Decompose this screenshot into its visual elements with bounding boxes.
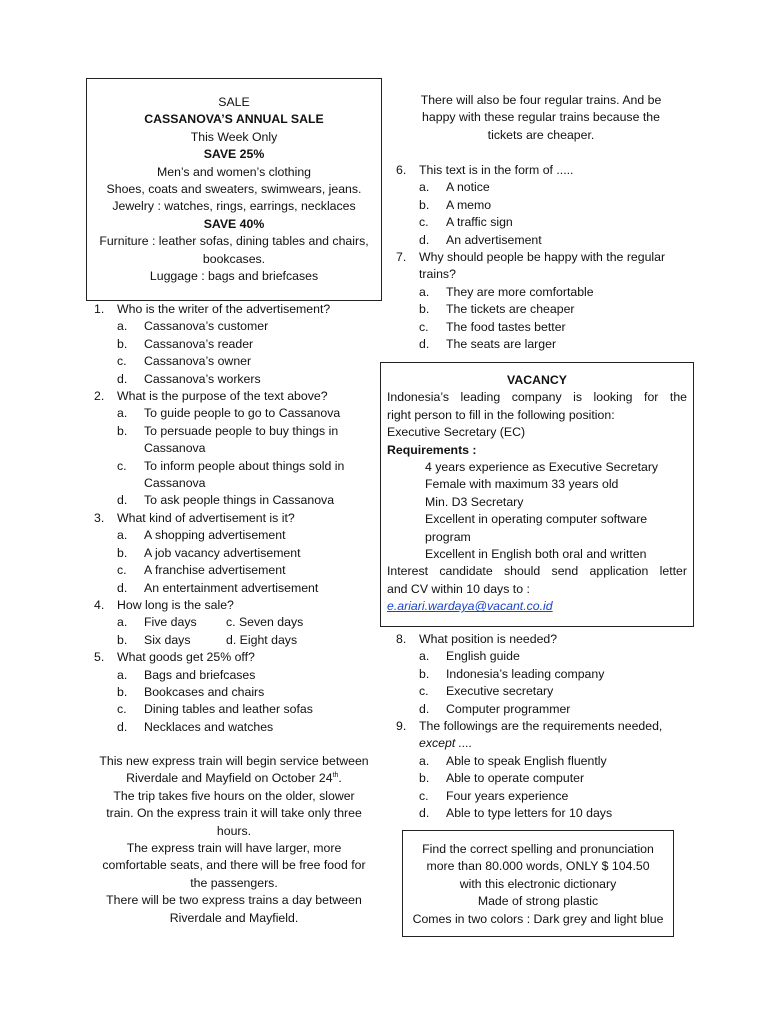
sale-line: Men’s and women’s clothing: [156, 164, 312, 179]
option-letter: b.: [117, 684, 128, 699]
option-letter: d.: [419, 701, 430, 716]
option-letter: b.: [419, 771, 430, 786]
question-text: Who is the writer of the advertisement?: [117, 302, 331, 316]
question-5: [86, 649, 382, 666]
question-text: The followings are the requirements needed,: [419, 719, 663, 734]
option-letter: a.: [117, 615, 128, 630]
option-text: They are more comfortable: [446, 284, 594, 299]
question-number: 5.: [94, 650, 105, 665]
option-letter: d.: [117, 719, 128, 734]
passage-line: train. On the express train it will take only three: [106, 806, 362, 821]
option-letter: d.: [117, 371, 128, 386]
superscript: th: [332, 772, 339, 780]
option-text: A traffic sign: [446, 215, 513, 230]
option-text: d. Eight days: [226, 632, 298, 647]
passage-line: happy with these regular trains because the: [422, 110, 660, 125]
option-letter: b.: [117, 423, 128, 438]
option-text: To persuade people to buy things in Cassanova: [144, 423, 339, 456]
option: [388, 284, 694, 301]
option-letter: a.: [419, 649, 430, 664]
question-7: [388, 249, 694, 284]
option-text: Indonesia’s leading company: [446, 666, 605, 681]
requirement-item: Excellent in English both oral and written: [425, 547, 647, 562]
option-text: Executive secretary: [446, 684, 554, 699]
option-letter: a.: [117, 667, 128, 682]
option-text: To ask people things in Cassanova: [144, 493, 335, 508]
questions-1-5: [86, 301, 382, 736]
option-text: English guide: [446, 649, 520, 664]
passage-line: Riverdale and Mayfield.: [169, 910, 299, 925]
requirement-item: Min. D3 Secretary: [425, 494, 524, 509]
passage-line: There will be two express trains a day between: [106, 893, 362, 908]
option-letter: c.: [419, 684, 429, 699]
email-link[interactable]: e.ariari.wardaya@vacant.co.id: [387, 599, 553, 614]
question-8: [388, 631, 694, 648]
option-text: Cassanova’s reader: [144, 336, 254, 351]
option: [86, 492, 382, 509]
option: [86, 405, 382, 422]
option-letter: a.: [419, 284, 430, 299]
vacancy-closing: and CV within 10 days to :: [387, 581, 530, 596]
option-text: A franchise advertisement: [144, 563, 286, 578]
question-text-continued: [388, 735, 694, 752]
option-letter: d.: [419, 232, 430, 247]
option: [388, 179, 694, 196]
vacancy-closing: Interest candidate should send application letter: [387, 564, 687, 579]
option: [86, 336, 382, 353]
dictionary-advertisement-box: [402, 830, 674, 937]
dictionary-line: with this electronic dictionary: [459, 876, 617, 891]
question-number: 8.: [396, 632, 407, 646]
option-text: A job vacancy advertisement: [144, 545, 301, 560]
option-letter: b.: [419, 197, 430, 212]
passage-line: This new express train will begin service between: [99, 754, 369, 768]
option-text: Able to speak English fluently: [446, 753, 607, 768]
question-6: [388, 162, 694, 179]
option-letter: b.: [117, 336, 128, 351]
option-text: Cassanova’s workers: [144, 371, 261, 386]
sale-line: bookcases.: [202, 251, 266, 266]
option-letter: c.: [117, 702, 127, 717]
option: [388, 214, 694, 231]
option: [388, 683, 694, 700]
passage-line: the passengers.: [190, 875, 278, 890]
question-text: How long is the sale?: [117, 597, 234, 612]
option-text: An entertainment advertisement: [144, 580, 319, 595]
option-letter: a.: [117, 319, 128, 334]
option-letter: b.: [419, 666, 430, 681]
dictionary-line: Find the correct spelling and pronunciation: [422, 842, 654, 856]
option-text: Bags and briefcases: [144, 667, 256, 682]
requirement-item: Excellent in operating computer software program: [425, 512, 648, 544]
question-3: [86, 510, 382, 527]
option-text: Dining tables and leather sofas: [144, 702, 313, 717]
option-letter: d.: [419, 337, 430, 352]
sale-heading: SALE: [218, 95, 250, 109]
option-text: c. Seven days: [226, 615, 304, 630]
passage-line: [86, 770, 382, 787]
sale-line: Furniture : leather sofas, dining tables and chairs,: [99, 234, 369, 249]
option-letter: c.: [117, 458, 127, 473]
option-text: To inform people about things sold in Cassanova: [144, 458, 345, 491]
option: [388, 336, 694, 353]
vacancy-intro: right person to fill in the following position:: [387, 407, 615, 422]
option: [388, 666, 694, 683]
option-letter: b.: [117, 545, 128, 560]
questions-6-7: [388, 162, 694, 353]
option-letter: a.: [117, 528, 128, 543]
option-letter: d.: [117, 580, 128, 595]
train-passage: [86, 753, 382, 927]
sale-line: Luggage : bags and briefcases: [149, 269, 319, 284]
vacancy-advertisement-box: [380, 362, 694, 627]
option-pair: [86, 632, 382, 649]
option-text: A memo: [446, 197, 492, 212]
question-2: [86, 388, 382, 405]
option-text: Five days: [144, 615, 197, 630]
option-letter: d.: [419, 806, 430, 821]
passage-line: comfortable seats, and there will be free food for: [102, 858, 366, 873]
option: [86, 580, 382, 597]
option: [388, 805, 694, 822]
option-text: To guide people to go to Cassanova: [144, 406, 341, 421]
question-number: 6.: [396, 163, 407, 177]
sale-line: This Week Only: [190, 129, 278, 144]
option-letter: d.: [117, 493, 128, 508]
option-text: Bookcases and chairs: [144, 684, 265, 699]
sale-discount-25: SAVE 25%: [203, 147, 265, 162]
option-text: The food tastes better: [446, 319, 566, 334]
option-letter: c.: [419, 319, 429, 334]
questions-8-9: [388, 631, 694, 822]
question-text: What goods get 25% off?: [117, 650, 255, 665]
option-text: Able to type letters for 10 days: [446, 806, 613, 821]
requirement-item: 4 years experience as Executive Secretary: [425, 460, 659, 475]
question-1: [86, 301, 382, 318]
option-letter: c.: [117, 354, 127, 369]
option: [388, 301, 694, 318]
option-text: A notice: [446, 180, 490, 195]
option: [86, 423, 382, 458]
question-number: 9.: [396, 719, 407, 734]
option-letter: a.: [419, 753, 430, 768]
question-4: [86, 597, 382, 614]
question-text: Why should people be happy with the regular trains?: [419, 250, 666, 282]
option-letter: a.: [419, 180, 430, 195]
option: [86, 701, 382, 718]
question-number: 4.: [94, 597, 105, 612]
passage-line: The trip takes five hours on the older, slower: [113, 788, 355, 803]
vacancy-title: VACANCY: [507, 373, 567, 387]
option: [86, 318, 382, 335]
requirement-item: Female with maximum 33 years old: [425, 477, 619, 492]
question-text: This text is in the form of .....: [419, 163, 574, 177]
question-text: What kind of advertisement is it?: [117, 510, 295, 525]
sale-title: CASSANOVA’S ANNUAL SALE: [144, 112, 324, 127]
question-number: 1.: [94, 302, 105, 316]
passage-text: .: [338, 771, 342, 786]
option-text: Six days: [144, 632, 191, 647]
question-text: What is the purpose of the text above?: [117, 389, 328, 404]
option-text: Cassanova’s owner: [144, 354, 252, 369]
option-letter: c.: [117, 563, 127, 578]
option: [388, 648, 694, 665]
train-passage-continued: [388, 92, 694, 144]
question-number: 3.: [94, 510, 105, 525]
sale-discount-40: SAVE 40%: [203, 216, 265, 231]
option-text: Able to operate computer: [446, 771, 585, 786]
passage-text: Riverdale and Mayfield on October 24: [126, 771, 333, 786]
dictionary-line: Comes in two colors : Dark grey and light blue: [412, 911, 664, 926]
option: [86, 527, 382, 544]
option-text: Four years experience: [446, 788, 569, 803]
question-text: What position is needed?: [419, 632, 558, 646]
passage-line: The express train will have larger, more: [126, 841, 342, 856]
option: [86, 545, 382, 562]
option-letter: c.: [419, 215, 429, 230]
option: [388, 232, 694, 249]
option: [86, 562, 382, 579]
dictionary-line: more than 80.000 words, ONLY $ 104.50: [426, 859, 650, 874]
sale-line: Shoes, coats and sweaters, swimwears, jeans.: [106, 182, 362, 197]
option: [388, 701, 694, 718]
option-text: The seats are larger: [446, 337, 557, 352]
vacancy-intro: Indonesia’s leading company is looking for the: [387, 390, 687, 405]
option-letter: b.: [419, 302, 430, 317]
option: [388, 753, 694, 770]
passage-line: tickets are cheaper.: [487, 127, 595, 142]
option: [86, 458, 382, 493]
passage-line: There will also be four regular trains. And be: [420, 93, 662, 107]
option-text: Computer programmer: [446, 701, 571, 716]
passage-line: hours.: [216, 823, 252, 838]
sale-line: Jewelry : watches, rings, earrings, necklaces: [112, 199, 356, 214]
option-letter: b.: [117, 632, 128, 647]
option-text: Necklaces and watches: [144, 719, 274, 734]
question-text: except ....: [419, 736, 473, 751]
option-text: An advertisement: [446, 232, 542, 247]
option-pair: [86, 614, 382, 631]
sale-advertisement-box: [86, 78, 382, 301]
option: [86, 353, 382, 370]
option: [388, 197, 694, 214]
dictionary-line: Made of strong plastic: [477, 894, 599, 909]
option: [86, 667, 382, 684]
option-text: The tickets are cheaper: [446, 302, 575, 317]
question-number: 7.: [396, 250, 407, 265]
option-letter: c.: [419, 788, 429, 803]
option-text: Cassanova’s customer: [144, 319, 269, 334]
vacancy-position: Executive Secretary (EC): [387, 425, 526, 440]
option: [86, 719, 382, 736]
option: [388, 788, 694, 805]
question-number: 2.: [94, 389, 105, 404]
option-letter: a.: [117, 406, 128, 421]
requirements-label: Requirements :: [387, 442, 477, 457]
question-9: [388, 718, 694, 735]
option: [86, 371, 382, 388]
option: [86, 684, 382, 701]
option-text: A shopping advertisement: [144, 528, 286, 543]
option: [388, 319, 694, 336]
option: [388, 770, 694, 787]
